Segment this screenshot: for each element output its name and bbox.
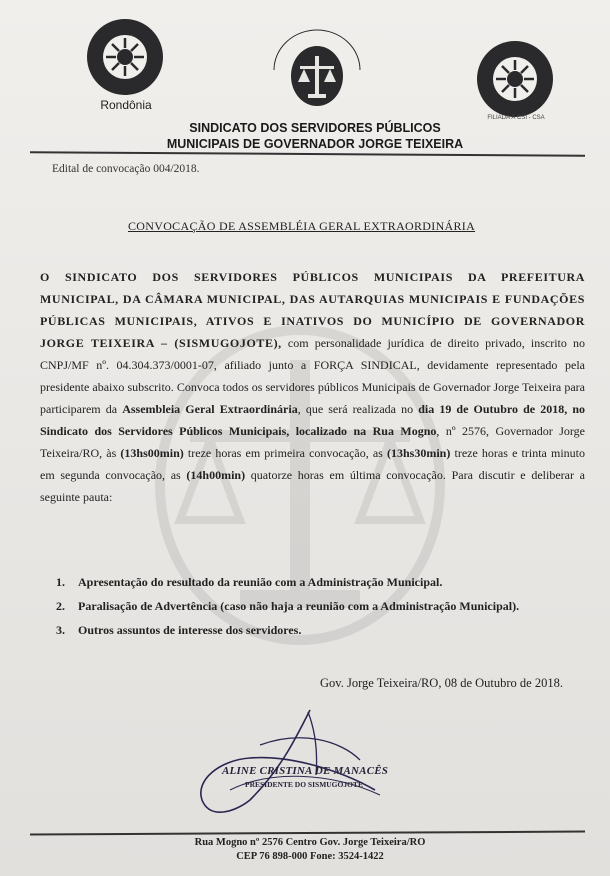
signatory-name: ALINE CRISTINA DE MANACÊS (222, 765, 389, 777)
logo-caption-filiada: FILIADA À CSI - CSA (487, 115, 545, 121)
paragraph-caps-intro: O SINDICATO DOS SERVIDORES PÚBLICOS MUNICIPAIS DA PREFEITURA MUNICIPAL, DA CÂMARA MUNICIPAL, DAS AUTARQUIAS MUNICIPAIS E FUNDAÇÕES PÚBLICAS MUNICIPAIS, ATIVOS E INATIVOS DO MUNICÍPIO DE GOVERNADOR JORGE TEIXEIRA – (SISMUGOJOTE), (40, 270, 585, 350)
paragraph-bold: (13hs00min) (120, 446, 184, 460)
forca-sindical-rondonia-logo (86, 18, 164, 96)
paragraph-text: treze horas e trinta minuto em segunda convocação, as (40, 446, 586, 482)
edital-number: Edital de convocação 004/2018. (52, 163, 200, 175)
paragraph-text: , nº 2576, Governador Jorge Teixeira/RO, às (40, 424, 585, 460)
footer-address (150, 836, 470, 864)
paragraph-text: com personalidade jurídica de direito privado, inscrito no CNPJ/MF nº. 04.304.373/0001-07, afiliado junto a FORÇA SINDICAL, devidamente representado pela presidente abaixo subscrito. Convoca todos os servidores públicos Municipais de Governador Jorge Teixeira para participarem da (40, 336, 586, 416)
agenda-list (56, 570, 596, 642)
footer-divider (30, 831, 585, 835)
forca-sindical-logo (476, 40, 554, 118)
footer-address-line: Rua Mogno nº 2576 Centro Gov. Jorge Teixeira/RO (194, 837, 426, 848)
agenda-item-number: 2. (56, 599, 65, 613)
org-name-line2: MUNICIPAIS DE GOVERNADOR JORGE TEIXEIRA (166, 137, 464, 151)
organization-name (150, 120, 480, 152)
agenda-item-text: Outros assuntos de interesse dos servidores. (78, 623, 302, 637)
agenda-item (56, 618, 596, 642)
sismugojote-logo (262, 26, 372, 114)
logo-caption-rondonia: Rondônia (100, 98, 152, 112)
agenda-item-number: 1. (56, 575, 65, 589)
paragraph-text: , que será realizada no (297, 402, 419, 416)
signatory-role: PRESIDENTE DO SISMUGOJOTE (245, 780, 363, 789)
footer-contact-line: CEP 76 898-000 Fone: 3524-1422 (236, 851, 384, 862)
document-title: CONVOCAÇÃO DE ASSEMBLÉIA GERAL EXTRAORDINÁRIA (128, 219, 476, 233)
agenda-item (56, 570, 596, 594)
agenda-item-text: Apresentação do resultado da reunião com a Administração Municipal. (78, 575, 443, 589)
paragraph-bold: Assembleia Geral Extraordinária (122, 402, 298, 416)
paragraph-text: treze horas em primeira convocação, as (183, 446, 387, 460)
agenda-item-number: 3. (56, 623, 65, 637)
paragraph-text: quatorze horas em última convocação. Para discutir e deliberar a seguinte pauta: (40, 468, 585, 504)
agenda-item (56, 594, 596, 618)
agenda-item-text: Paralisação de Advertência (caso não haja a reunião com a Administração Municipal). (78, 599, 520, 613)
paragraph-bold: (13hs30min) (387, 446, 451, 460)
paragraph-bold: dia 19 de Outubro de 2018, no Sindicato dos Servidores Públicos Municipais, localizado na Rua Mogno (40, 402, 585, 438)
paragraph-bold: (14h00min) (186, 468, 246, 482)
convocation-paragraph (40, 266, 585, 508)
handwritten-signature (190, 700, 390, 825)
header-divider (30, 151, 585, 156)
org-name-line1: SINDICATO DOS SERVIDORES PÚBLICOS (189, 121, 441, 135)
date-place-line: Gov. Jorge Teixeira/RO, 08 de Outubro de 2018. (320, 676, 563, 690)
